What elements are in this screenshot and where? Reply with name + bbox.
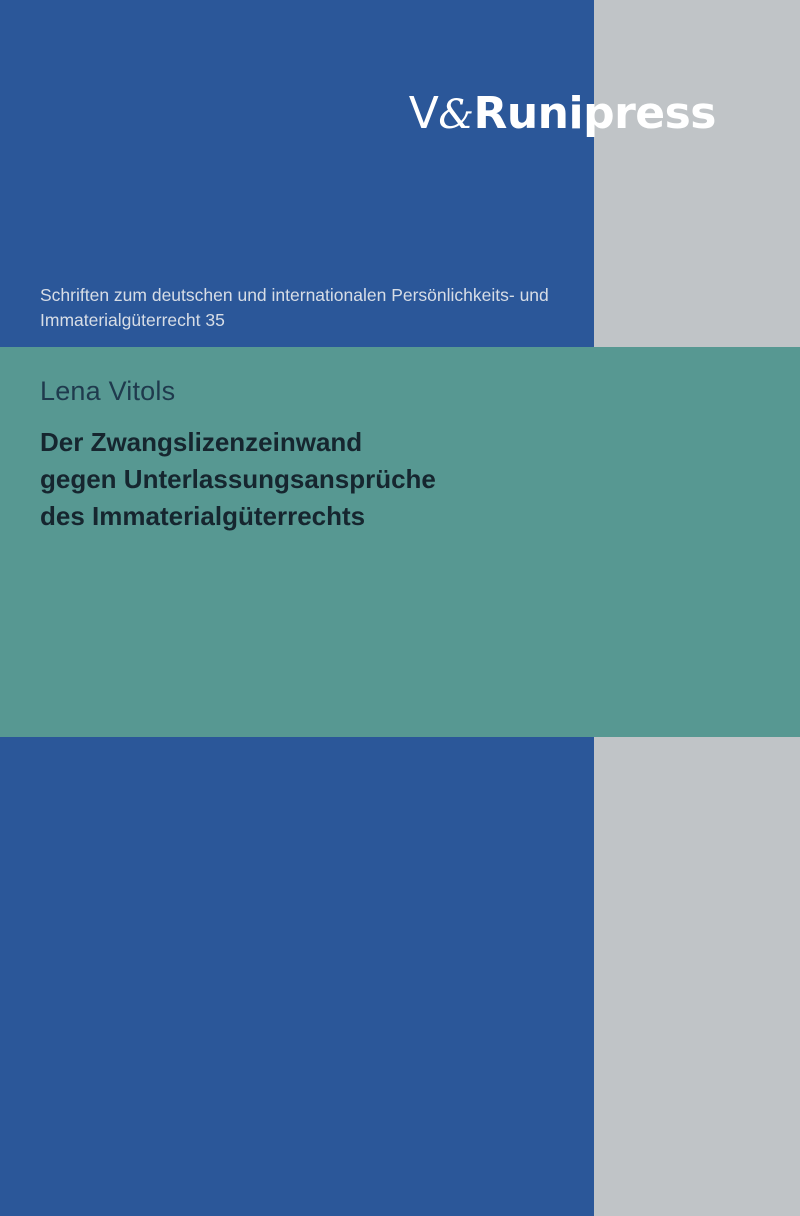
publisher-logo-ampersand: &: [438, 92, 474, 138]
publisher-logo-unipress: unipress: [506, 88, 716, 139]
series-title: Schriften zum deutschen und internationalen Persönlichkeits- und Immaterialgüterrecht 35: [40, 285, 549, 331]
color-block-teal-right: [594, 347, 800, 737]
color-block-grey-bottom: [594, 737, 800, 1216]
color-block-blue-bottom: [0, 737, 594, 1216]
color-block-grey-top: [594, 0, 800, 347]
book-title-line: gegen Unterlassungsansprüche: [40, 463, 436, 494]
book-title: [40, 424, 570, 535]
publisher-logo-r: R: [473, 88, 507, 139]
publisher-logo: [408, 88, 716, 139]
author-name: Lena Vitols: [40, 376, 176, 406]
book-title-line: Der Zwangslizenzeinwand: [40, 427, 363, 457]
book-title-line: des Immaterialgüterrechts: [40, 500, 366, 531]
publisher-logo-v: V: [408, 88, 439, 139]
